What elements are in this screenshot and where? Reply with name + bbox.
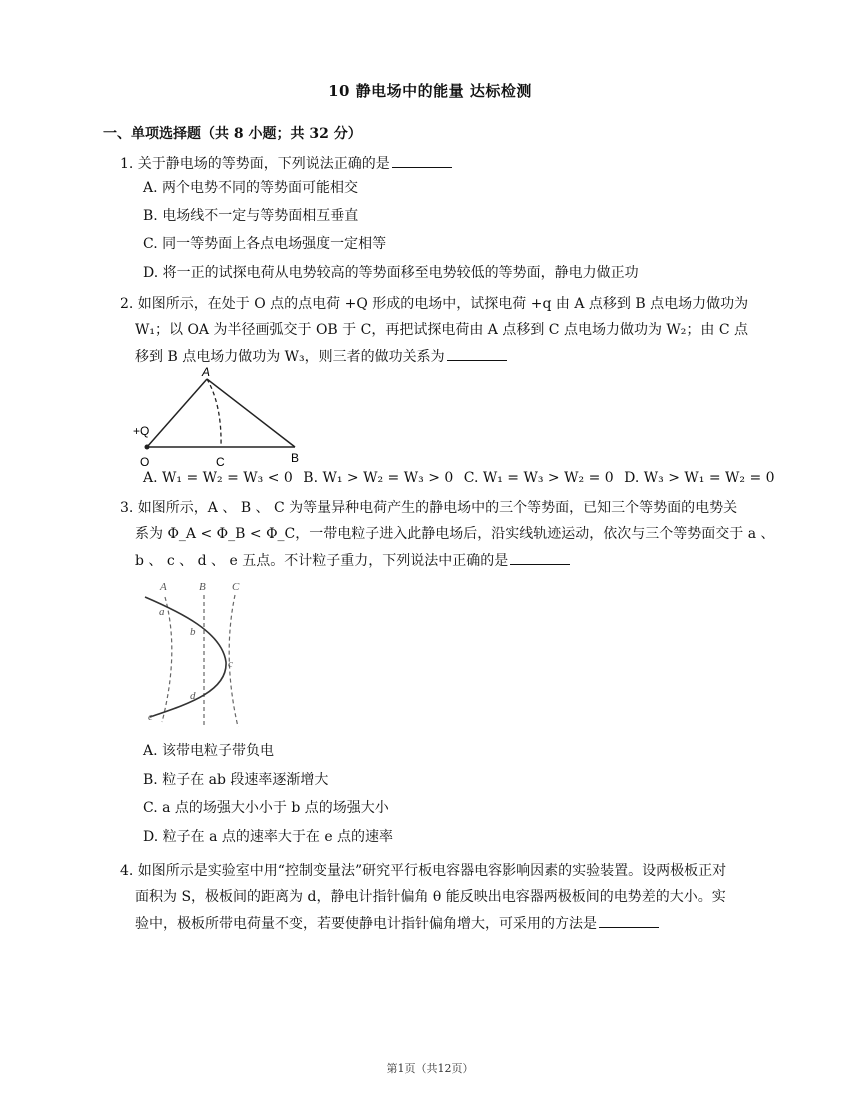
answer-blank	[447, 346, 507, 361]
question-1-text: 1. 关于静电场的等势面，下列说法正确的是	[120, 156, 390, 172]
question-2-option-a: A. W₁ = W₂ = W₃ < 0	[143, 470, 293, 486]
question-4-line-3: 验中，极板所带电荷量不变，若要使静电计指针偏角增大，可采用的方法是	[135, 916, 597, 932]
answer-blank	[510, 550, 570, 565]
question-3-option-a: A. 该带电粒子带负电	[143, 743, 275, 759]
label-a: a	[159, 606, 165, 618]
question-1-option-d: D. 将一正的试探电荷从电势较高的等势面移至电势较低的等势面，静电力做正功	[143, 265, 639, 281]
answer-blank	[392, 153, 452, 168]
label-d: d	[190, 690, 196, 702]
question-3-line-1: 3. 如图所示，A 、 B 、 C 为等量异种电荷产生的静电场中的三个等势面，已知三个等势面的电势关	[120, 500, 738, 516]
label-O: O	[140, 455, 150, 469]
question-2-line-3: 移到 B 点电场力做功为 W₃，则三者的做功关系为	[135, 349, 445, 365]
question-2-options	[143, 470, 781, 486]
question-4-line-1: 4. 如图所示是实验室中用“控制变量法”研究平行板电容器电容影响因素的实验装置。设两极板正对	[120, 863, 727, 879]
label-C: C	[232, 581, 240, 593]
label-e: e	[148, 711, 153, 723]
label-b: b	[190, 626, 196, 638]
label-C: C	[216, 455, 225, 469]
question-3-option-b: B. 粒子在 ab 段速率逐渐增大	[143, 772, 329, 788]
question-2-line-2: W₁；以 OA 为半径画弧交于 OB 于 C，再把试探电荷由 A 点移到 C 点电场力做功为 W₂；由 C 点	[135, 322, 749, 338]
label-B: B	[291, 451, 300, 465]
label-A: A	[160, 581, 167, 593]
triangle-field-figure	[130, 365, 310, 470]
equipotential-figure	[140, 577, 255, 732]
question-3-option-d: D. 粒子在 a 点的速率大于在 e 点的速率	[143, 829, 394, 845]
question-1-stem	[120, 153, 452, 174]
question-4-line-3-wrap	[135, 913, 659, 934]
question-2-option-c: C. W₁ = W₃ > W₂ = 0	[463, 470, 614, 486]
label-c: c	[228, 658, 233, 670]
question-4-line-2: 面积为 S，极板间的距离为 d，静电计指针偏角 θ 能反映出电容器两极板间的电势差的大小。实	[135, 889, 726, 905]
label-B: B	[199, 581, 206, 593]
question-2-line-1: 2. 如图所示，在处于 O 点的点电荷 +Q 形成的电场中，试探电荷 +q 由 A 点移到 B 点电场力做功为	[120, 296, 749, 312]
question-1-option-b: B. 电场线不一定与等势面相互垂直	[143, 208, 359, 224]
question-3-line-3: b 、 c 、 d 、 e 五点。不计粒子重力，下列说法中正确的是	[135, 553, 509, 569]
section-heading: 一、单项选择题（共 8 小题；共 32 分）	[103, 126, 362, 142]
question-2-option-d: D. W₃ > W₁ = W₂ = 0	[624, 470, 775, 486]
question-2-option-b: B. W₁ > W₂ = W₃ > 0	[303, 470, 454, 486]
question-3-line-2: 系为 Φ_A < Φ_B < Φ_C，一带电粒子进入此静电场后，沿实线轨迹运动，依次与三个等势面交于 a 、	[135, 526, 775, 542]
question-1-option-c: C. 同一等势面上各点电场强度一定相等	[143, 236, 387, 252]
question-1-option-a: A. 两个电势不同的等势面可能相交	[143, 180, 359, 196]
question-3-option-c: C. a 点的场强大小小于 b 点的场强大小	[143, 800, 389, 816]
label-plus-Q: +Q	[133, 424, 150, 438]
answer-blank	[599, 913, 659, 928]
label-A: A	[202, 365, 211, 379]
page-title: 10 静电场中的能量 达标检测	[328, 82, 532, 100]
page-footer: 第1页（共12页）	[386, 1062, 474, 1075]
question-3-line-3-wrap	[135, 550, 570, 571]
question-2-line-3-wrap	[135, 346, 507, 367]
